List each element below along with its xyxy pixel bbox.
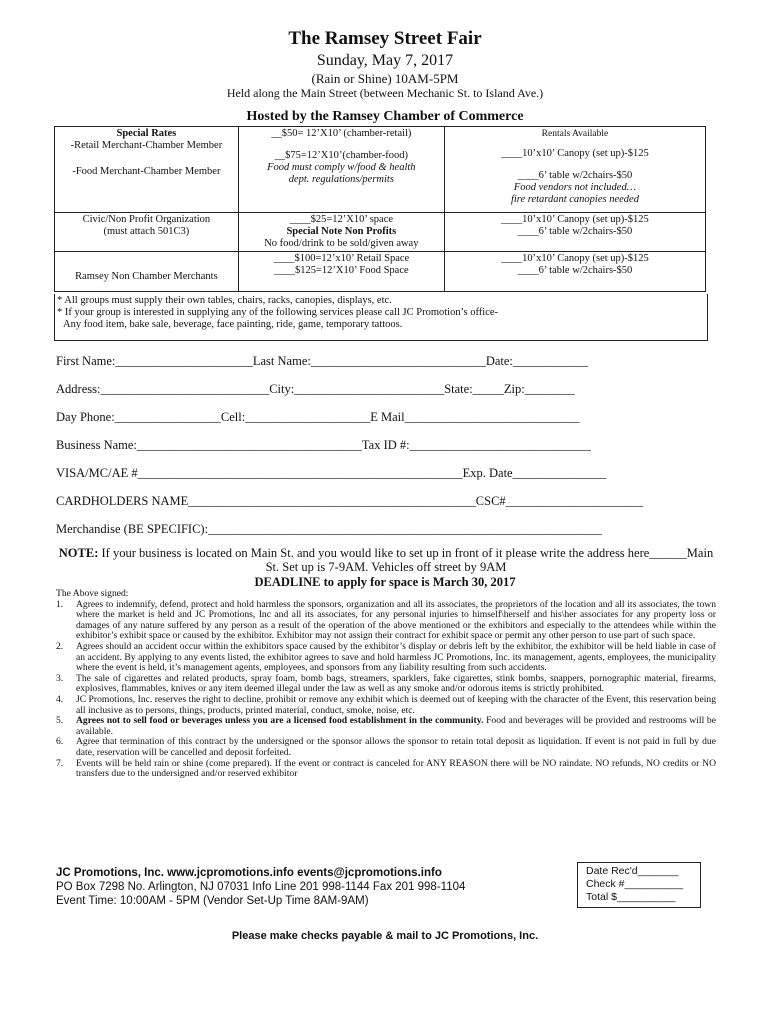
rates-cell	[55, 252, 239, 292]
rate-note: Food must comply w/food & health	[267, 162, 416, 173]
business-taxid-fields[interactable]: Business Name:____________________________________Tax ID #:_____________________________	[56, 438, 591, 452]
date-received-field[interactable]: Date Rec'd_______	[586, 865, 679, 877]
check-number-field[interactable]: Check #__________	[586, 878, 683, 890]
terms-text: Agree that termination of this contract by the undersigned or the sponsor allows the sponsor to retain total deposit as liquidation. If event is not paid in full by due date, reservation will be cancelled and deposit forfeited.	[76, 736, 716, 758]
rate-note: Special Note Non Profits	[286, 226, 397, 237]
event-host: Hosted by the Ramsey Chamber of Commerce	[246, 109, 524, 124]
rates-cell	[444, 213, 705, 252]
group-notes	[54, 294, 708, 341]
terms-intro: The Above signed:	[56, 588, 129, 599]
terms-number: 6.	[56, 736, 64, 748]
rate-category-label: (must attach 501C3)	[103, 226, 190, 237]
total-field[interactable]: Total $__________	[586, 891, 676, 903]
terms-section	[56, 589, 716, 780]
rental-option: ____6’ table w/2chairs-$50	[517, 170, 633, 181]
terms-text-rest: Food and beverages will be provided and restrooms will be available.	[76, 715, 716, 737]
note-text: If your business is located on Main St. and you would like to set up in front of it please write the address here______Main St. Set up is 7-9AM. Vehicles off street by 9AM	[98, 546, 714, 574]
rate-note: dept. regulations/permits	[288, 174, 394, 185]
event-location: Held along the Main Street (between Mechanic St. to Island Ave.)	[226, 86, 544, 100]
terms-item	[56, 642, 716, 674]
terms-item	[56, 759, 716, 780]
terms-number: 1.	[56, 598, 64, 610]
deadline-notice: DEADLINE to apply for space is March 30, 2017	[254, 575, 516, 589]
address-fields[interactable]: Address:___________________________City:________________________State:_____Zip:________	[56, 382, 575, 396]
special-rates-heading: Special Rates	[116, 128, 177, 139]
rate-option: __$75=12’X10’(chamber-food)	[274, 150, 409, 161]
note-line: Any food item, bake sale, beverage, face painting, ride, game, temporary tattoos.	[63, 319, 403, 330]
terms-text: JC Promotions, Inc. reserves the right to decline, prohibit or remove any exhibit which is deemed out of keeping with the character of the Event, this reservation being all inclusive as to persons, things, products, printed material, conduct, smoke, noise, etc.	[76, 693, 716, 716]
payment-instructions: Please make checks payable & mail to JC Promotions, Inc.	[231, 930, 539, 942]
rates-table	[54, 126, 706, 292]
cardholder-fields[interactable]: CARDHOLDERS NAME______________________________________________CSC#______________________	[56, 494, 644, 508]
rates-row-chamber	[55, 127, 706, 213]
event-time: (Rain or Shine) 10AM-5PM	[311, 71, 459, 86]
terms-item	[56, 600, 716, 642]
terms-item	[56, 716, 716, 737]
note-line: * All groups must supply their own tables, chairs, racks, canopies, displays, etc.	[57, 295, 392, 306]
terms-bold-text: Agrees not to sell food or beverages unless you are a licensed food establishment in the community.	[76, 715, 484, 727]
event-time-note: Event Time: 10:00AM - 5PM (Vendor Set-Up Time 8AM-9AM)	[56, 895, 369, 907]
terms-number: 4.	[56, 693, 64, 705]
terms-text: The sale of cigarettes and related products, spray foam, bomb bags, streamers, sparklers, fake cigarettes, stink bombs, snappers, pornographic material, firearms, explosives, flammables, knives or any item deemed illegal under the law as well as any smoke and/or odorous items is strictly prohibited.	[76, 672, 716, 695]
rate-option: ____$125=12’X10’ Food Space	[274, 265, 409, 276]
phone-email-fields[interactable]: Day Phone:_________________Cell:____________________E Mail____________________________	[56, 410, 580, 424]
rentals-heading: Rentals Available	[541, 129, 609, 139]
name-date-fields[interactable]: First Name:______________________Last Name:____________________________Date:____________	[56, 354, 588, 368]
rates-cell	[55, 127, 239, 213]
event-date: Sunday, May 7, 2017	[316, 52, 454, 69]
terms-text: Events will be held rain or shine (come prepared). If the event or contract is canceled for ANY REASON there will be NO raindate. NO refunds, NO credits or NO transfers due to the undersigned and/or reserved exhibitor	[76, 757, 716, 780]
terms-text: Agrees to indemnify, defend, protect and hold harmless the sponsors, organization and all its associates, the proprietors of the location and all its associates, the town where the market is held and JC Promotions, Inc and all its associates, for any personal injuries to himself\herself and his\her associates for any property loss or damages of any nature suffered by any person as a result of the operation of the above mentioned or the exhibitors and especially to the attendees while within the exhibitor’s exhibit space or caused by the exhibitor. Exhibitor may not assign their contract for exhibit space or permit any other person to use part of such space.	[76, 598, 716, 642]
rates-row-nonchamber	[55, 252, 706, 292]
rates-row-nonprofit	[55, 213, 706, 252]
address-note	[56, 546, 716, 574]
rental-option: ____10’x10’ Canopy (set up)-$125	[501, 148, 649, 159]
rental-note: Food vendors not included…	[513, 182, 637, 193]
note-label: NOTE:	[58, 546, 99, 560]
terms-item	[56, 674, 716, 695]
terms-number: 3.	[56, 672, 64, 684]
rates-cell	[238, 213, 444, 252]
rental-option: ____6’ table w/2chairs-$50	[517, 265, 633, 276]
page-title: The Ramsey Street Fair	[288, 28, 482, 49]
rate-option: __$50= 12’X10’ (chamber-retail)	[271, 128, 412, 139]
rates-cell	[444, 252, 705, 292]
terms-text	[76, 716, 716, 737]
company-address: PO Box 7298 No. Arlington, NJ 07031 Info Line 201 998-1144 Fax 201 998-1104	[56, 881, 466, 893]
company-info	[56, 866, 465, 908]
rate-category-label: Civic/Non Profit Organization	[82, 214, 211, 225]
rate-category-label: -Retail Merchant-Chamber Member	[70, 140, 223, 151]
rates-cell	[444, 127, 705, 213]
merchandise-field[interactable]: Merchandise (BE SPECIFIC):_______________________________________________________________	[56, 522, 602, 536]
rental-note: fire retardant canopies needed	[510, 194, 639, 205]
rates-cell	[238, 127, 444, 213]
rental-option: ____10’x10’ Canopy (set up)-$125	[501, 214, 649, 225]
rate-option: ____$25=12’X10’ space	[289, 214, 394, 225]
office-use-box	[577, 862, 701, 908]
rental-option: ____10’x10’ Canopy (set up)-$125	[501, 253, 649, 264]
terms-text: Agrees should an accident occur within the exhibitors space caused by the exhibitor’s display or debris left by the exhibitor, the exhibitor will be held liable in case of an accident. By applying to any events listed, the exhibitor agrees to save and hold harmless JC Promotions, Inc. its management, agents, employees, the municipality where the event is held, it’s management agents, employees, and sponsors from any liability resulting from such accidents.	[76, 640, 716, 674]
company-contact: JC Promotions, Inc. www.jcpromotions.info events@jcpromotions.info	[56, 867, 442, 879]
terms-number: 7.	[56, 757, 64, 769]
card-number-fields[interactable]: VISA/MC/AE #____________________________________________________Exp. Date_______________	[56, 466, 607, 480]
rates-cell	[238, 252, 444, 292]
rental-option: ____6’ table w/2chairs-$50	[517, 226, 633, 237]
terms-item	[56, 695, 716, 716]
rate-option: ____$100=12’x10’ Retail Space	[273, 253, 410, 264]
rates-cell	[55, 213, 239, 252]
rate-note: No food/drink to be sold/given away	[264, 238, 419, 249]
terms-number: 5.	[56, 715, 64, 727]
terms-number: 2.	[56, 640, 64, 652]
rate-category-label: Ramsey Non Chamber Merchants	[75, 270, 218, 282]
rate-category-label: -Food Merchant-Chamber Member	[72, 166, 221, 177]
terms-item	[56, 737, 716, 758]
note-line: * If your group is interested in supplying any of the following services please call JC Promotion’s office-	[57, 307, 499, 318]
